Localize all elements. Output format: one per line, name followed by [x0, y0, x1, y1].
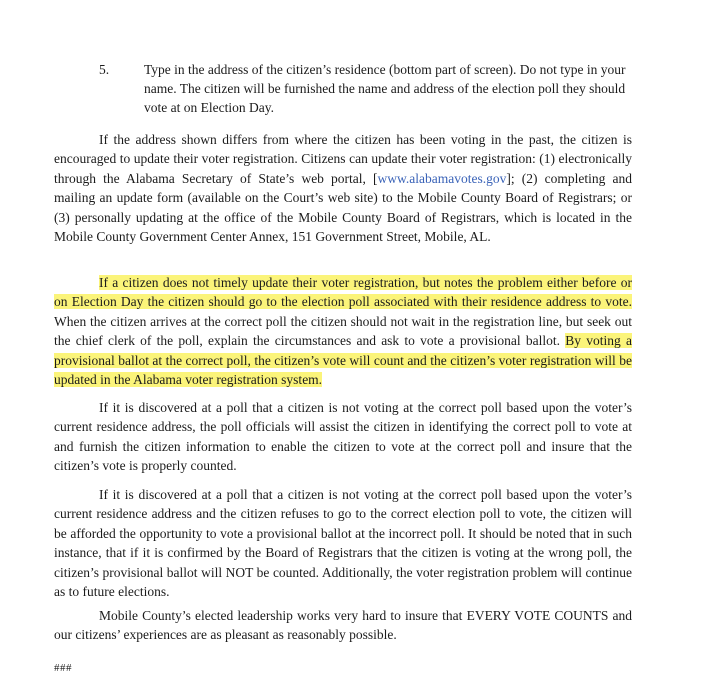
- paragraph-wrong-poll: If it is discovered at a poll that a citizen is not voting at the correct poll based upon the voter’s current residence address and the citizen refuses to go to the correct election poll to vote, the citizen will be afforded the opportunity to vote a provisional ballot at the incorrect poll. It should be noted that in such instance, that if it is confirmed by the Board of Registrars that the citizen is voting at the wrong poll, the citizen’s provisional ballot will NOT be counted. Additionally, the voter registration problem will continue as to future elections.: [54, 487, 632, 600]
- paragraph-provisional-ballot: [54, 273, 632, 389]
- paragraph-update-registration: [54, 130, 632, 246]
- paragraph-poll-assistance: If it is discovered at a poll that a citizen is not voting at the correct poll based upon the voter’s current residence address, the poll officials will assist the citizen in identifying the correct poll to vote at and furnish the citizen information to enable the citizen to vote at the correct poll and insure that the citizen’s vote is properly counted.: [54, 400, 632, 474]
- paragraph-text: ]; (2) completing and mailing an update form (available on the Court’s web site) to the Mobile County Board of Registrars; or (3) personally updating at the office of the Mobile County Board of Registrars, which is located in the Mobile County Government Center Annex, 151 Government Street, Mobile, AL.: [54, 170, 632, 245]
- list-item-5: [99, 60, 632, 117]
- list-item-number: 5.: [99, 62, 110, 77]
- list-item-text: Type in the address of the citizen’s residence (bottom part of screen). Do not type in your name. The citizen will be furnished the name and address of the election poll they should vote at on Election Day.: [144, 62, 626, 115]
- paragraph-closing: Mobile County’s elected leadership works very hard to insure that EVERY VOTE COUNTS and our citizens’ experiences are as pleasant as reasonably possible.: [54, 608, 632, 643]
- end-marker: ###: [54, 662, 72, 674]
- paragraph-text: When the citizen arrives at the correct poll the citizen should not wait in the registration line, but seek out the chief clerk of the poll, explain the circumstances and ask to vote a provisional ballot.: [54, 313, 632, 349]
- alabamavotes-link[interactable]: www.alabamavotes.gov: [377, 170, 507, 186]
- highlighted-text: By voting a provisional ballot at the correct poll, the citizen’s vote will count and the citizen’s voter registration will be updated in the Alabama voter registration system.: [54, 333, 632, 388]
- highlighted-text: If a citizen does not timely update their voter registration, but notes the problem either before or on Election Day the citizen should go to the election poll associated with their residence address to vote.: [54, 275, 632, 310]
- paragraph-text: If the address shown differs from where the citizen has been voting in the past, the citizen is encouraged to update their voter registration. Citizens can update their voter registration: (1) electronically through the Alabama Secretary of State’s web portal, [: [54, 132, 632, 186]
